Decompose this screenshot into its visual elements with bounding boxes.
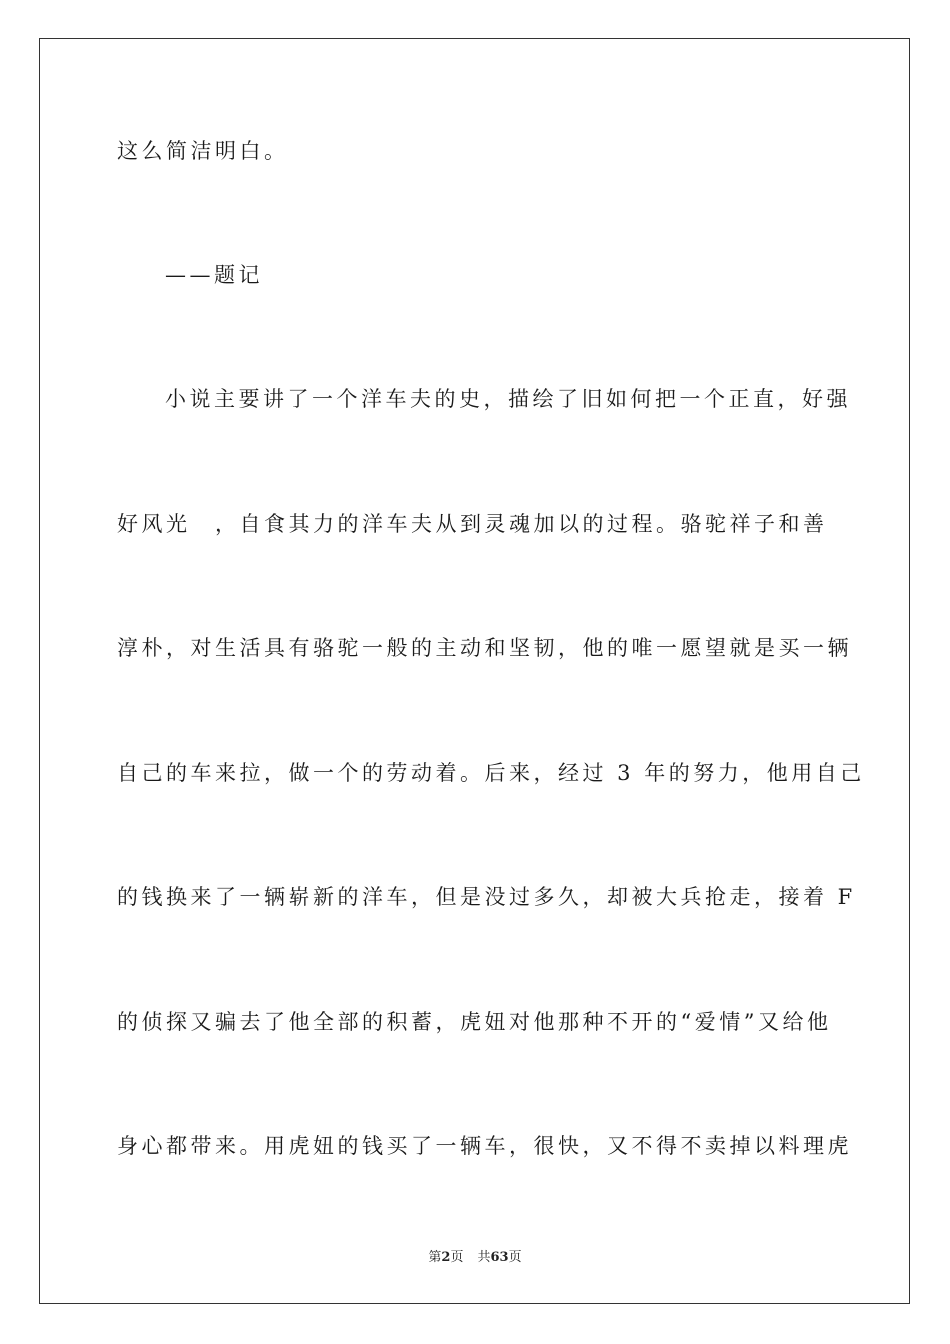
total-suffix: 页 <box>508 1250 522 1265</box>
page-number: 2 <box>441 1250 451 1265</box>
text-line-9: 身心都带来。用虎妞的钱买了一辆车，很快，又不得不卖掉以料理虎 <box>117 1134 852 1158</box>
page-footer <box>0 1246 950 1265</box>
page-prefix: 第 <box>428 1250 442 1265</box>
text-line-3: 小说主要讲了一个洋车夫的史，描绘了旧如何把一个正直，好强 <box>165 387 851 411</box>
total-pages: 63 <box>490 1250 509 1265</box>
text-line-4: 好风光 ，自食其力的洋车夫从到灵魂加以的过程。骆驼祥子和善 <box>117 512 828 536</box>
page-border <box>39 38 910 1304</box>
total-prefix: 共 <box>477 1250 491 1265</box>
text-line-6: 自己的车来拉，做一个的劳动着。后来，经过 3 年的努力，他用自己 <box>117 761 865 785</box>
text-line-2: ——题记 <box>165 263 263 287</box>
page-suffix: 页 <box>450 1250 464 1265</box>
text-line-8: 的侦探又骗去了他全部的积蓄，虎妞对他那种不开的“爱情”又给他 <box>117 1010 832 1034</box>
text-line-1: 这么简洁明白。 <box>117 139 289 163</box>
text-line-7: 的钱换来了一辆崭新的洋车，但是没过多久，却被大兵抢走，接着 F <box>117 885 856 909</box>
text-line-5: 淳朴，对生活具有骆驼一般的主动和坚韧，他的唯一愿望就是买一辆 <box>117 636 852 660</box>
